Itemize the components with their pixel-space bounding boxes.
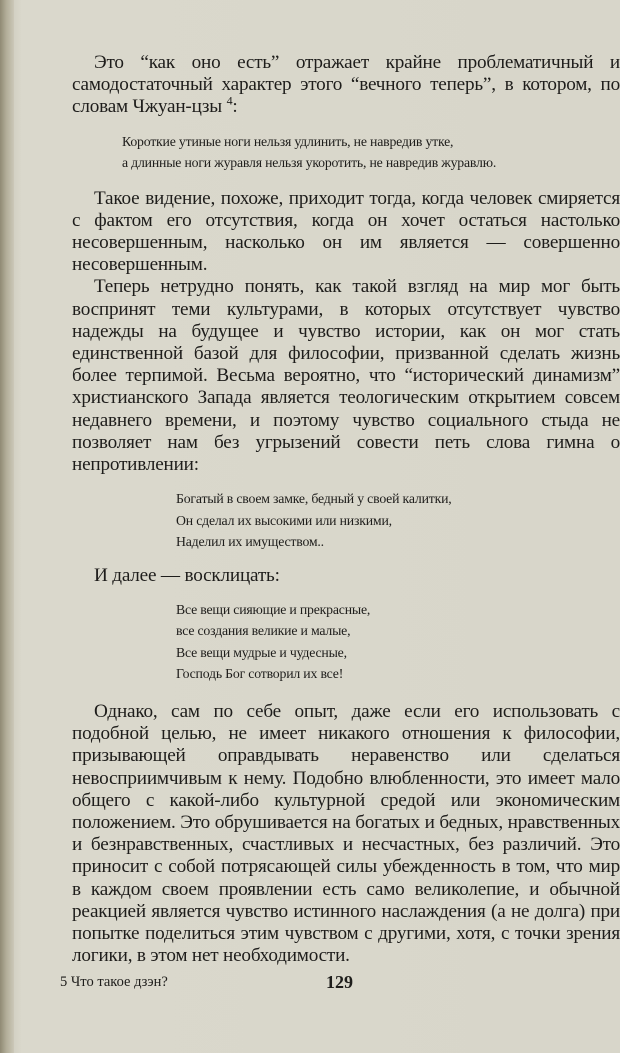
footnote-marker: 4	[226, 94, 233, 109]
paragraph-cultures: Теперь нетрудно понять, как такой взгляд на мир мог быть воспринят теми культурами, в которых отсутствует чувство надежды на будущее и чувство истории, как он мог стать единственной базой для философии, призванной сделать жизнь более терпимой. Весьма вероятно, что “исторический динамизм” христианского Запада является теологическим открытием совсем недавнего времени, и поэтому чувство социального стыда не позволяет нам без угрызений совести петь слова гимна о непротивлении:	[72, 276, 620, 476]
paragraph-intro-text: Это “как оно есть” отражает крайне проблематичный и самодостаточный характер этого “вечного теперь”, в котором, по словам Чжуан-цзы	[72, 52, 620, 118]
page-footer	[60, 972, 460, 996]
chapter-label: 5 Что такое дзэн?	[60, 974, 168, 990]
paragraph-exclaim: И далее — восклицать:	[94, 564, 280, 586]
quote-line: Он сделал их высокими или низкими,	[176, 512, 392, 528]
quote-line: Наделил их имуществом..	[176, 534, 324, 550]
paragraph-intro-end: :	[232, 96, 238, 118]
quote-line: Все вещи мудрые и чудесные,	[176, 644, 347, 660]
quote-zhuangzi	[72, 131, 620, 174]
quote-line: Все вещи сияющие и прекрасные,	[176, 601, 371, 617]
page-spine-shadow	[0, 0, 14, 1053]
quote-hymn-2	[72, 599, 620, 685]
paragraph-intro	[72, 52, 620, 119]
quote-line: Господь Бог сотворил их все!	[176, 666, 344, 682]
page-body	[72, 52, 620, 967]
page-number: 129	[326, 972, 353, 992]
paragraph-experience: Однако, сам по себе опыт, даже если его использовать с подобной целью, не имеет никакого отношения к философии, призывающей оправдывать неравенство или сделаться невосприимчивым к нему. Подобно влюбленности, это имеет мало общего с какой-либо культурной средой или экономическим положением. Это обрушивается на богатых и бедных, нравственных и безнравственных, счастливых и несчастных, без различий. Это приносит с собой потрясающей силы убежденность в том, что мир в каждом своем проявлении есть само великолепие, и обычной реакцией является чувство истинного наслаждения (а не долга) при попытке поделиться этим чувством с другими, хотя, с точки зрения логики, в этом нет необходимости.	[72, 700, 620, 967]
quote-line: Богатый в своем замке, бедный у своей калитки,	[176, 491, 452, 507]
quote-line: а длинные ноги журавля нельзя укоротить, не навредив журавлю.	[122, 155, 497, 171]
quote-line: все создания великие и малые,	[176, 623, 351, 639]
quote-line: Короткие утиные ноги нельзя удлинить, не навредив утке,	[122, 133, 454, 149]
quote-hymn-1	[72, 488, 620, 553]
paragraph-vision: Такое видение, похоже, приходит тогда, когда человек смиряется с фактом его отсутствия, когда он хочет остаться настолько несовершенным, насколько он им является — совершенно несовершенным.	[72, 187, 620, 276]
